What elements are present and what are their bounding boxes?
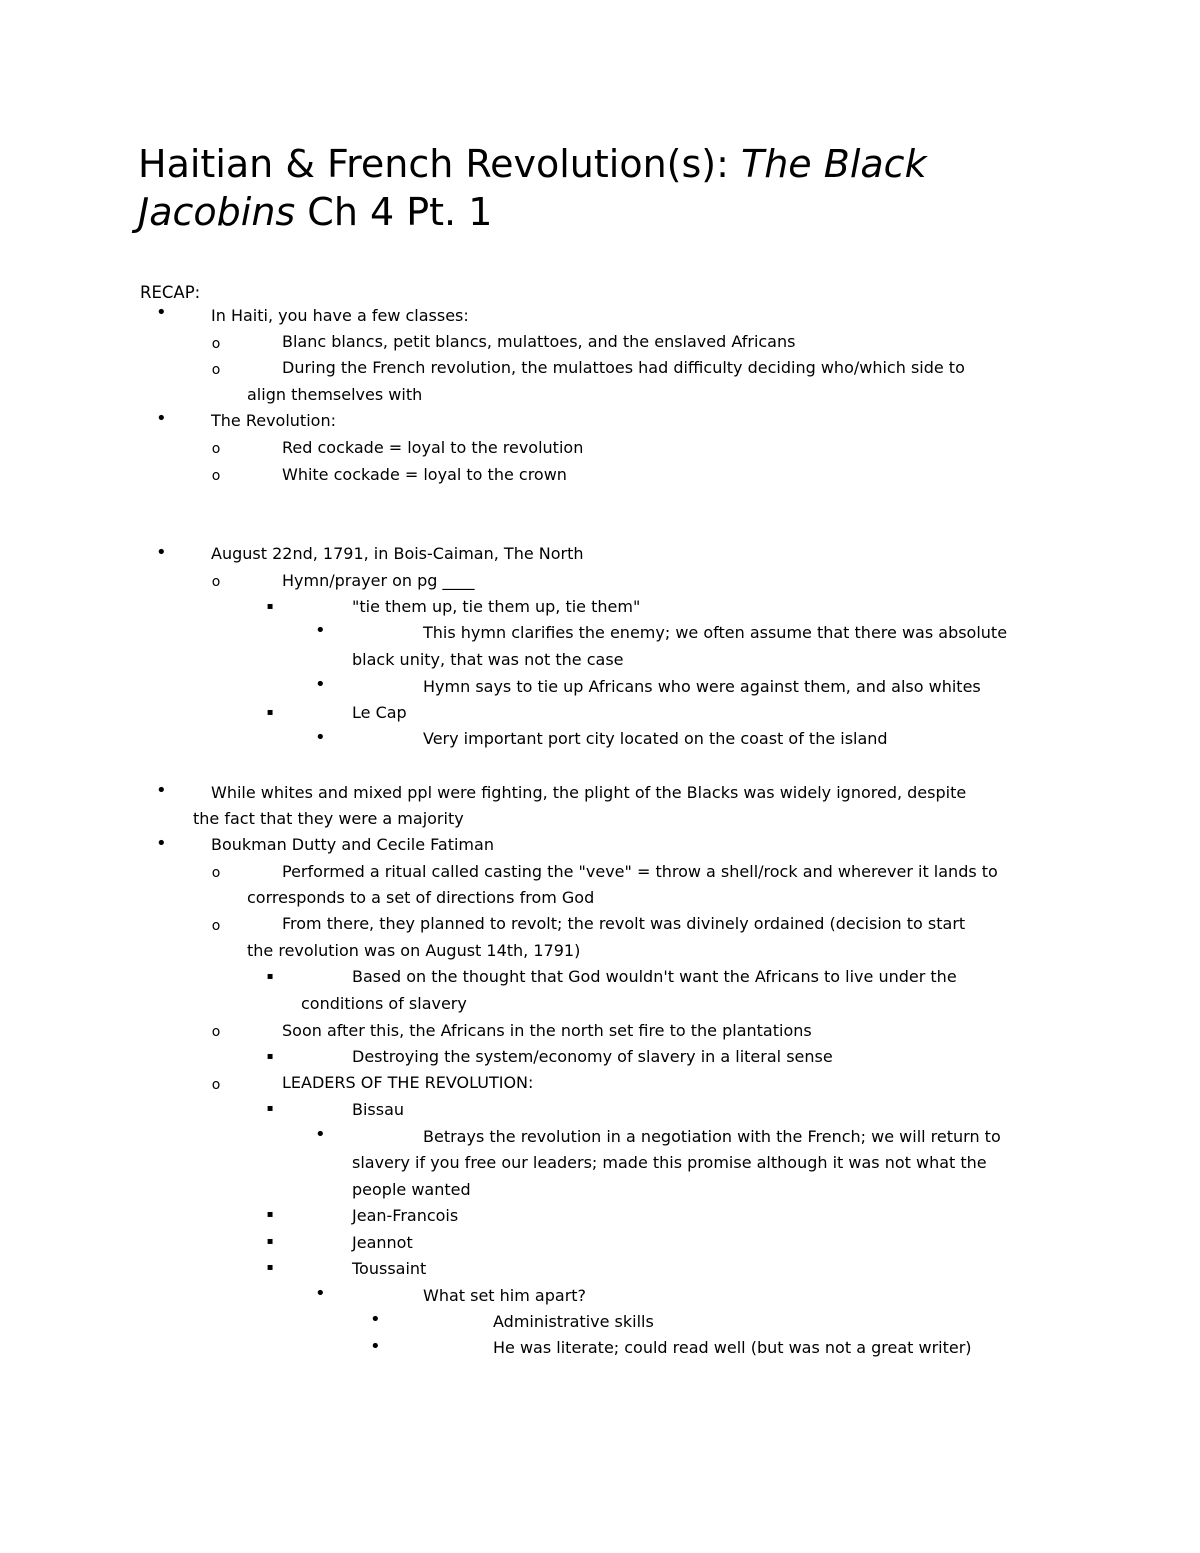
bullet-circle-icon: o [211,441,221,457]
list-item: Administrative skills [493,1312,654,1331]
bullet-square-icon: ▪ [266,1209,274,1220]
bullet-square-icon: ▪ [266,1236,274,1247]
bullet-circle-icon: o [211,865,221,881]
list-item: During the French revolution, the mulattoes had difficulty deciding who/which side to [282,358,965,377]
title-part-3: Jacobins [138,190,296,234]
list-item: Blanc blancs, petit blancs, mulattoes, and the enslaved Africans [282,332,796,351]
bullet-square-icon: ▪ [266,1051,274,1062]
list-item: The Revolution: [211,411,336,430]
list-item: "tie them up, tie them up, tie them" [352,597,641,616]
bullet-disc-icon: • [315,727,326,748]
list-item: Hymn says to tie up Africans who were against them, and also whites [423,677,981,696]
list-item: August 22nd, 1791, in Bois-Caiman, The North [211,544,584,563]
list-item: Betrays the revolution in a negotiation with the French; we will return to [423,1127,1001,1146]
list-item: While whites and mixed ppl were fighting, the plight of the Blacks was widely ignored, despite [211,783,967,802]
bullet-circle-icon: o [211,918,221,934]
list-item: Soon after this, the Africans in the north set fire to the plantations [282,1021,812,1040]
list-item: Bissau [352,1100,405,1119]
bullet-disc-icon: • [370,1336,381,1357]
list-item-continuation: people wanted [352,1180,471,1199]
bullet-square-icon: ▪ [266,1103,274,1114]
list-item: In Haiti, you have a few classes: [211,306,469,325]
list-item: White cockade = loyal to the crown [282,465,567,484]
bullet-circle-icon: o [211,336,221,352]
list-item-continuation: slavery if you free our leaders; made this promise although it was not what the [352,1153,987,1172]
bullet-disc-icon: • [315,1283,326,1304]
list-item: Destroying the system/economy of slavery in a literal sense [352,1047,833,1066]
title-part-1: Haitian & French Revolution(s): [138,142,742,186]
list-item-continuation: corresponds to a set of directions from God [247,888,595,907]
bullet-circle-icon: o [211,1024,221,1040]
bullet-disc-icon: • [156,780,167,801]
list-item: Boukman Dutty and Cecile Fatiman [211,835,494,854]
list-item: He was literate; could read well (but was not a great writer) [493,1338,972,1357]
list-item: Jean-Francois [352,1206,459,1225]
list-item: From there, they planned to revolt; the revolt was divinely ordained (decision to start [282,914,966,933]
bullet-disc-icon: • [156,408,167,429]
bullet-disc-icon: • [156,302,167,323]
bullet-circle-icon: o [211,1077,221,1093]
list-item-continuation: the fact that they were a majority [193,809,464,828]
list-item-continuation: black unity, that was not the case [352,650,624,669]
bullet-disc-icon: • [315,620,326,641]
bullet-circle-icon: o [211,468,221,484]
list-item: Very important port city located on the coast of the island [423,729,888,748]
bullet-square-icon: ▪ [266,707,274,718]
recap-label: RECAP: [140,283,201,302]
title-part-4: Ch 4 Pt. 1 [295,190,493,234]
bullet-circle-icon: o [211,574,221,590]
list-item: Le Cap [352,703,407,722]
list-item-continuation: align themselves with [247,385,423,404]
list-item-continuation: conditions of slavery [301,994,467,1013]
list-item: Toussaint [352,1259,427,1278]
bullet-square-icon: ▪ [266,971,274,982]
bullet-disc-icon: • [370,1309,381,1330]
bullet-disc-icon: • [315,1124,326,1145]
bullet-square-icon: ▪ [266,1262,274,1273]
bullet-disc-icon: • [315,674,326,695]
list-item: Hymn/prayer on pg ____ [282,571,475,590]
bullet-disc-icon: • [156,833,167,854]
bullet-circle-icon: o [211,362,221,378]
title-part-2: The Black [741,142,927,186]
list-item: What set him apart? [423,1286,587,1305]
list-item-continuation: the revolution was on August 14th, 1791) [247,941,581,960]
list-item: Jeannot [352,1233,413,1252]
list-item: Red cockade = loyal to the revolution [282,438,584,457]
bullet-disc-icon: • [156,542,167,563]
list-item: Performed a ritual called casting the "veve" = throw a shell/rock and wherever it lands to [282,862,998,881]
list-item: LEADERS OF THE REVOLUTION: [282,1073,534,1092]
document-title [138,140,1098,236]
list-item: Based on the thought that God wouldn't want the Africans to live under the [352,967,957,986]
list-item: This hymn clarifies the enemy; we often assume that there was absolute [423,623,1008,642]
bullet-square-icon: ▪ [266,601,274,612]
